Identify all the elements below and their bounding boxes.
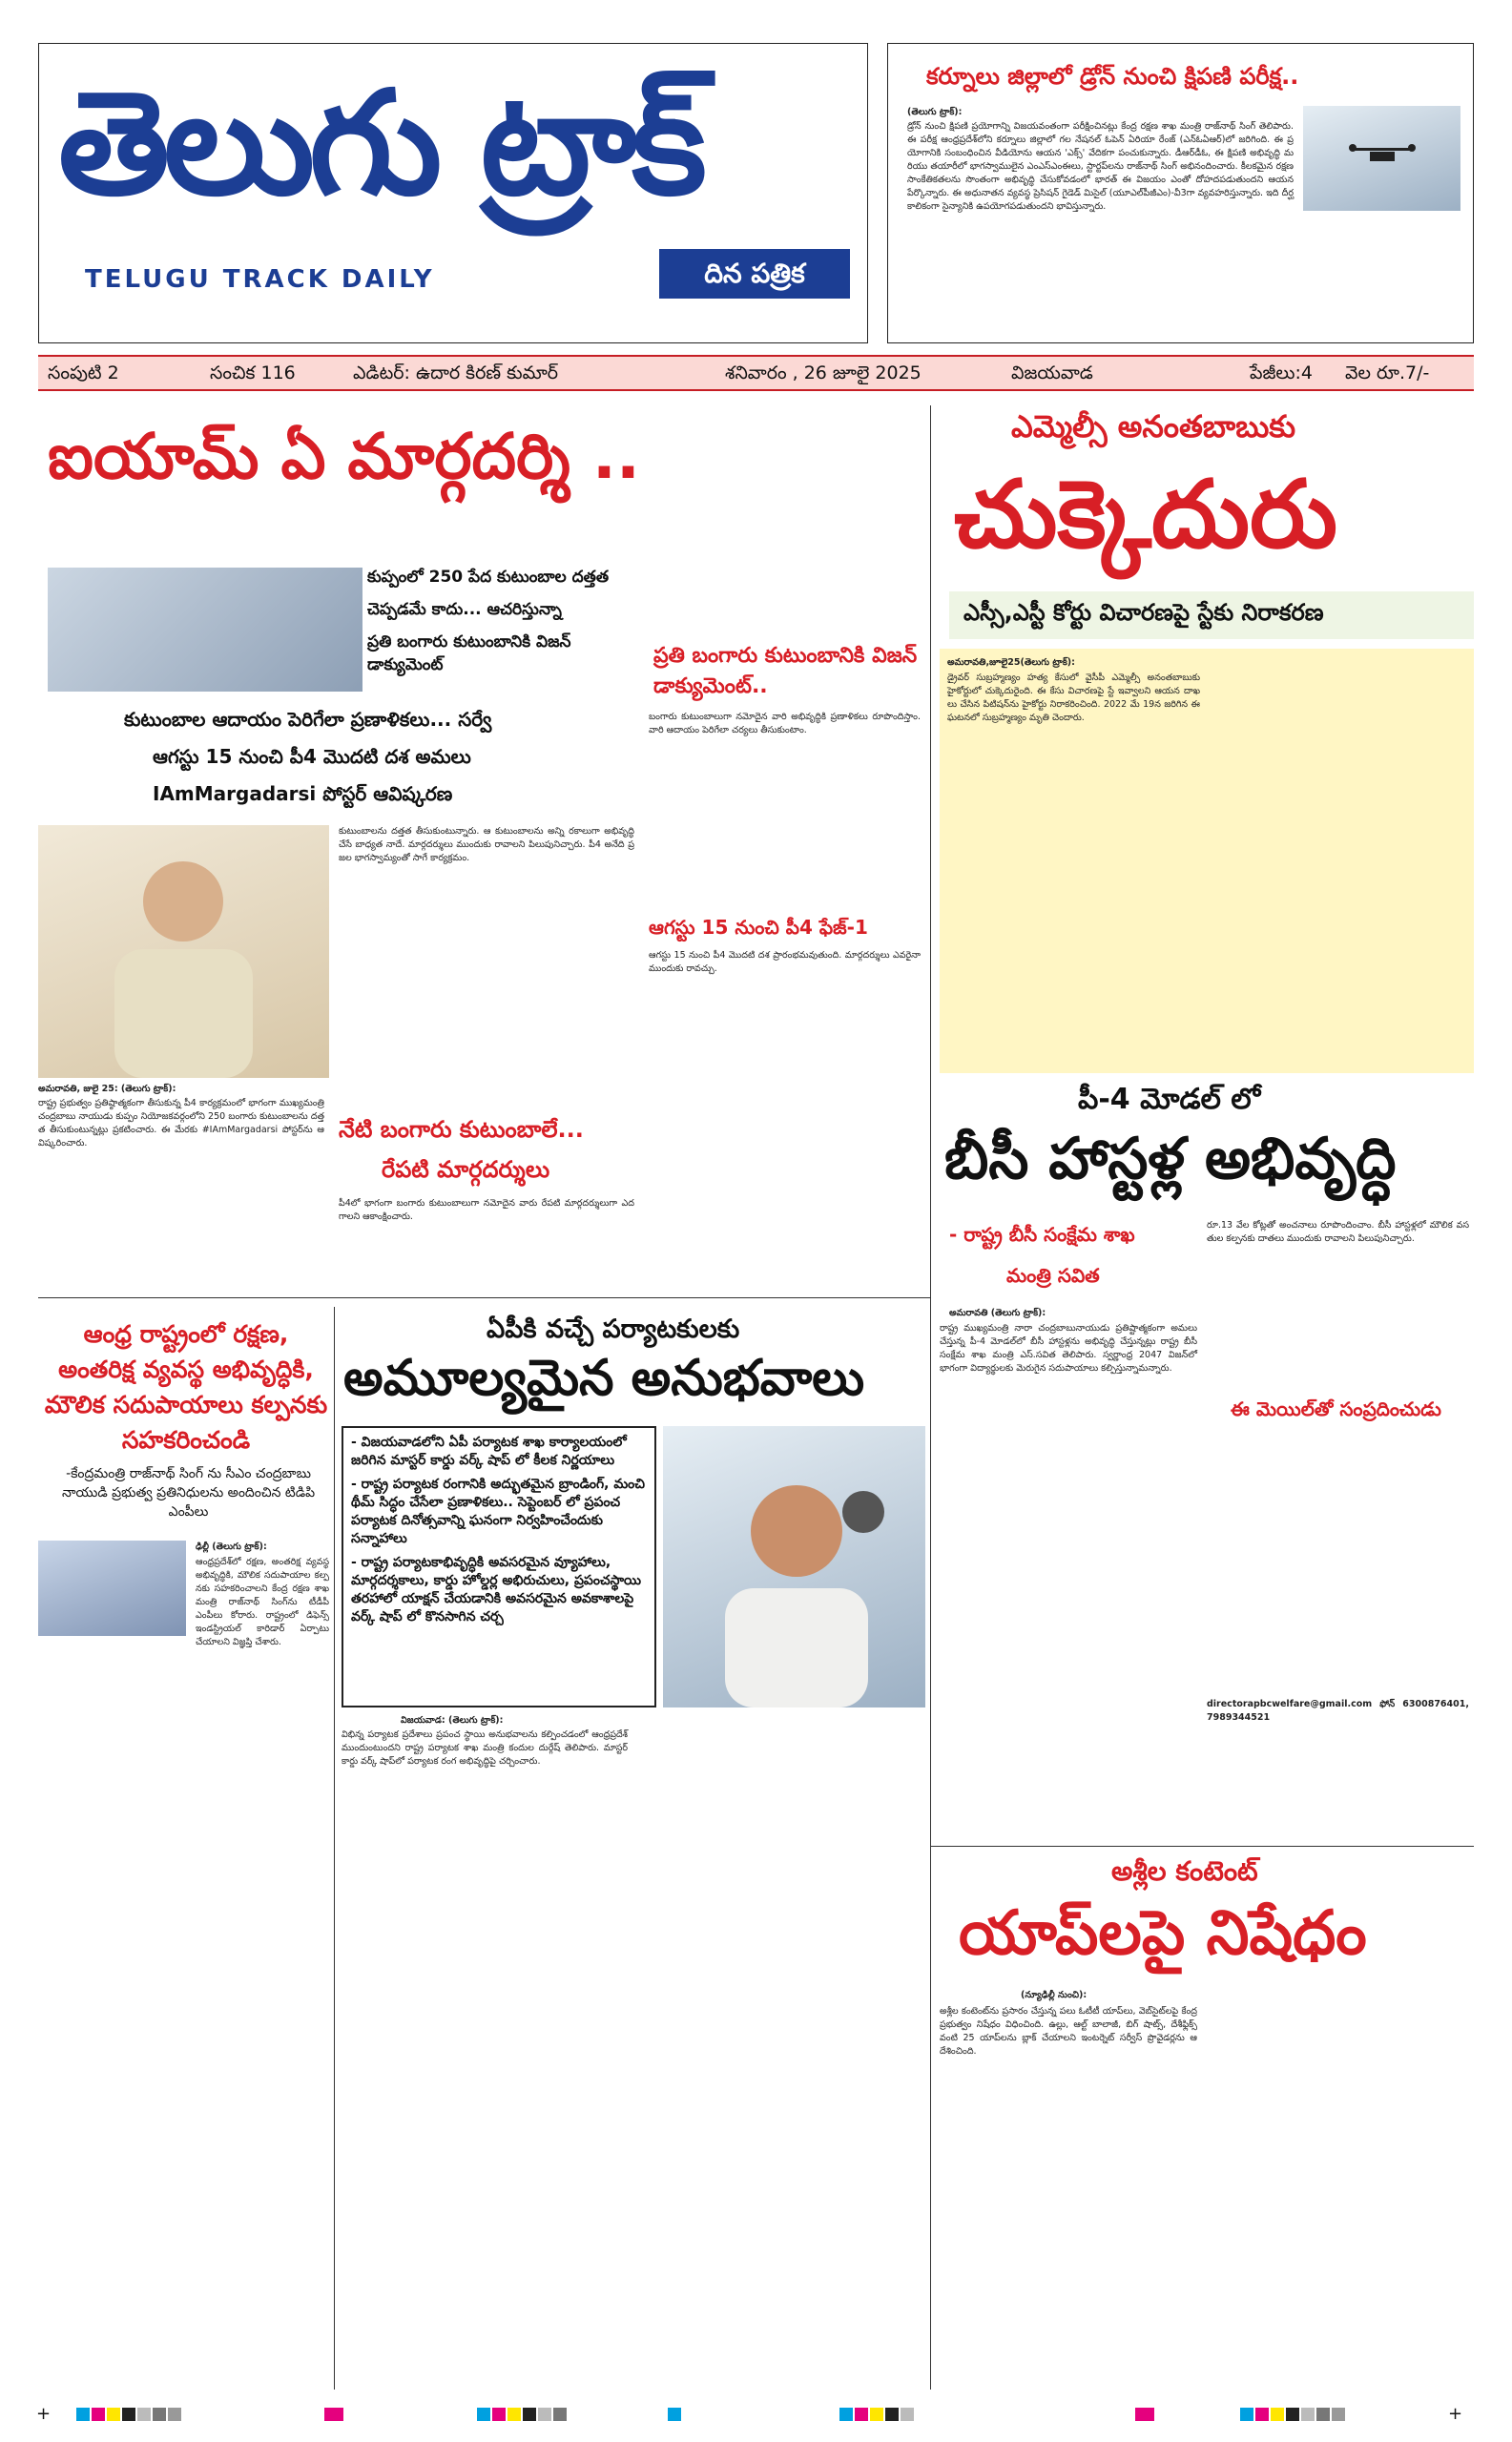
tourism-body-col2	[637, 1714, 923, 2387]
defence-photo	[38, 1541, 186, 1636]
bc-byline-2: మంత్రి సవిత	[1006, 1264, 1100, 1287]
info-volume: సంపుటి 2	[48, 362, 119, 383]
bc-bottom-rule	[931, 1846, 1474, 1847]
right-subhead-box	[949, 591, 1474, 639]
lead-bullet-2: చెప్పడమే కాదు... ఆచరిస్తున్నా	[367, 600, 562, 619]
lead-bullet-3: ప్రతి బంగారు కుటుంబానికి విజన్ డాక్యుమెంట్	[367, 632, 571, 674]
cm-portrait-photo	[38, 825, 329, 1078]
top-story-body: డ్రోన్ నుంచి క్షిపణి ప్రయోగాన్ని విజయవంతంగా పరీక్షించినట్లు కేంద్ర రక్షణ శాఖ మంత్రి రాజ్‌నాథ్ సింగ్ తెలిపారు. ఈ పరీక్ష ఆంధ్రప్రదేశ్‌లోని కర్నూలు జిల్లాలో గల నేషనల్ ఓపెన్ ఏరియా రేంజ్ (ఎన్ఓఏఆర్)లో జరిగింది. ఈ ప్రయోగానికి సంబంధించిన వీడియోను ఆయన 'ఎక్స్' వేదికగా పంచుకున్నారు. డీఆర్‌డీఓ, ఈ క్షిపణి అభివృద్ధి మరియు తయారీలో భాగస్వాములైన ఎంఎస్ఎంఈలు, స్టార్టప్‌లను రాజ్‌నాథ్ సింగ్ అభినందించారు. కీలకమైన రక్షణ సాంకేతికతలను సొంతంగా అభివృద్ధి చేసుకోవడంలో భారత్ ఈ విజయం ఎంతో దోహదపడుతుందని ఆయన పేర్కొన్నారు. ఈ అధునాతన వ్యవస్థ ప్రెసిషన్ గైడెడ్ మిసైల్ (యూఎల్‌పీజీఎం)-వీ3గా వ్యవహరిస్తున్నారు. ఇది దీర్ఘకాలికంగా సైన్యానికి ఉపయోగపడుతుందని భావిస్తున్నారు.	[907, 121, 1294, 212]
obscene-kicker: అశ్లీల కంటెంట్	[1111, 1855, 1258, 1887]
drone-icon	[1303, 106, 1460, 211]
column-divider	[930, 405, 931, 2390]
right-kicker: ఎమ్మెల్సీ అనంతబాబుకు	[1011, 408, 1296, 445]
tourism-body: విభిన్న పర్యాటక ప్రదేశాలు ప్రపంచ స్థాయి అనుభవాలను కల్పించడంలో ఆంధ్రప్రదేశ్ ముందుంటుందని రాష్ట్ర పర్యాటక శాఖ మంత్రి కందుల దుర్గేష్ తెలిపారు. మాస్టర్ కార్డు వర్క్ షాప్‌లో పర్యాటక రంగ అభివృద్ధిపై చర్చించారు.	[342, 1729, 628, 1767]
lead-bullet-5: ఆగస్టు 15 నుంచి పీ4 మొదటి దశ అమలు	[153, 745, 471, 768]
tourism-bullets-box	[342, 1426, 656, 1707]
info-issue: సంచిక 116	[210, 362, 296, 383]
lead-bottom-rule	[38, 1297, 930, 1298]
bc-body-col2-bottom	[1207, 1731, 1469, 1836]
lead-bullets-top	[367, 568, 625, 678]
bc-dateline: అమరావతి (తెలుగు ట్రాక్):	[949, 1308, 1046, 1318]
bc-sub: ఈ మెయిల్‌తో సంప్రదించుడు	[1231, 1397, 1441, 1420]
minister-figure	[663, 1426, 925, 1707]
right-body-col2	[1212, 656, 1464, 1062]
lead-headline: ఐయామ్ ఏ మార్గదర్శి ..	[48, 420, 641, 493]
tourism-bullet-2: - రాష్ట్ర పర్యాటక రంగానికి అద్భుతమైన బ్రాండింగ్, మంచి థీమ్ సిద్ధం చేసేలా ప్రణాళికలు.. సెప్టెంబర్ లో ప్రపంచ పర్యాటక దినోత్సవాన్ని ఘనంగా నిర్వహించేందుకు సన్నాహాలు	[351, 1477, 645, 1546]
lead-sub1: ప్రతి బంగారు కుటుంబానికి విజన్ డాక్యుమెంట్..	[653, 644, 918, 698]
obscene-headline: యాప్‌లపై నిషేధం	[959, 1898, 1367, 1969]
bc-byline-1: - రాష్ట్ర బీసీ సంక్షేమ శాఖ	[949, 1223, 1135, 1246]
reg-dot-2	[668, 2408, 681, 2421]
lead-body-right-top: కుటుంబాలను దత్తత తీసుకుంటున్నారు. ఆ కుటుంబాలను అన్ని రకాలుగా అభివృద్ధి చేసే బాధ్యత నాదే. మార్గదర్శులు ముందుకు రావాలని పిలుపునిచ్చారు. పీ4 అనేది ప్రజల భాగస్వామ్యంతో సాగే కార్యక్రమం.	[339, 826, 634, 863]
top-story-box	[887, 43, 1474, 343]
obscene-dateline: (న్యూఢిల్లీ నుంచి):	[1021, 1990, 1087, 2000]
lead-bullet-4: కుటుంబాల ఆదాయం పెరిగేలా ప్రణాళికలు... సర్వే	[124, 708, 492, 731]
masthead-box	[38, 43, 868, 343]
lead-group-photo	[48, 568, 362, 692]
tourism-bullet-3: - రాష్ట్ర పర్యాటకాభివృద్ధికి అవసరమైన వ్యూహాలు, మార్గదర్శకాలు, కార్డు హోల్డర్ల అభిరుచులు, ప్రపంచస్థాయి తరహాలో యాక్షన్ చేయడానికి అవసరమైన అవకాశాలపై వర్క్ షాప్ లో కొనసాగిన చర్చ	[351, 1555, 642, 1625]
defence-divider	[334, 1307, 335, 2390]
info-bar	[38, 355, 1474, 391]
portrait-figure	[38, 825, 329, 1078]
tourism-headline: అమూల్యమైన అనుభవాలు	[343, 1350, 865, 1407]
lead-body-left: రాష్ట్ర ప్రభుత్వం ప్రతిష్ఠాత్మకంగా తీసుకున్న పీ4 కార్యక్రమంలో భాగంగా ముఖ్యమంత్రి చంద్రబాబు నాయుడు కుప్పం నియోజకవర్గంలోని 250 బంగారు కుటుంబాలను దత్తత తీసుకుంటున్నట్లు ప్రకటించారు. ఈ మేరకు #IAmMargadarsi పోస్టర్‌ను ఆవిష్కరించారు.	[38, 1098, 324, 1149]
bc-body-col2-top: రూ.13 వేల కోట్లతో అంచనాలు రూపొందించాం. బీసీ హాస్టళ్లలో మౌలిక వసతుల కల్పనకు దాతలు ముందుకు రావాలని పిలుపునిచ్చారు.	[1207, 1220, 1469, 1244]
color-swatches-4	[1240, 2408, 1412, 2421]
right-dateline: అమరావతి,జూలై25(తెలుగు ట్రాక్):	[947, 657, 1075, 668]
tourism-dateline: విజయవాడ: (తెలుగు ట్రాక్):	[401, 1715, 504, 1726]
obscene-body-col2	[1207, 1989, 1469, 2387]
top-story-body-cont	[907, 220, 1460, 330]
reg-dot-3	[1135, 2408, 1154, 2421]
masthead-logo: తెలుగు ట్రాక్	[58, 61, 701, 227]
bc-body-col2	[1207, 1426, 1469, 1693]
lead-sub2: ఆగస్టు 15 నుంచి పీ4 ఫేజ్-1	[649, 916, 868, 939]
masthead-english-title: TELUGU TRACK DAILY	[85, 265, 435, 294]
drone-photo	[1303, 106, 1460, 211]
right-body: డ్రైవర్ సుబ్రహ్మణ్యం హత్య కేసులో వైసీపీ ఎమ్మెల్సీ అనంతబాబుకు హైకోర్టులో చుక్కెదురైంది. ఈ కేసు విచారణపై స్టే ఇవ్వాలని ఆయన దాఖలు చేసిన పిటిషన్‌ను హైకోర్టు నిరాకరించింది. 2022 మే 19న జరిగిన ఈ ఘటనలో సుబ్రహ్మణ్యం మృతి చెందారు.	[947, 673, 1200, 723]
info-pages: పేజీలు:4	[1250, 362, 1313, 383]
lead-sub4: రేపటి మార్గదర్శులు	[382, 1156, 550, 1183]
tourism-minister-photo	[663, 1426, 925, 1707]
bc-contact: directorapbcwelfare@gmail.com ఫోన్ 6300876401, 7989344521	[1207, 1699, 1469, 1723]
top-story-headline: కర్నూలు జిల్లాలో డ్రోన్ నుంచి క్షిపణి పరీక్ష..	[926, 63, 1299, 90]
lead-body-3: బంగారు కుటుంబాలుగా నమోదైన వారి అభివృద్ధికి ప్రణాళికలు రూపొందిస్తాం. వారి ఆదాయం పెరిగేలా చర్యలు తీసుకుంటాం.	[649, 712, 921, 735]
defence-dateline: ఢిల్లీ (తెలుగు ట్రాక్):	[196, 1542, 267, 1552]
lead-dateline: అమరావతి, జులై 25: (తెలుగు ట్రాక్):	[38, 1084, 176, 1094]
obscene-body: అశ్లీల కంటెంట్‌ను ప్రసారం చేస్తున్న పలు ఓటీటీ యాప్‌లు, వెబ్‌సైట్‌లపై కేంద్ర ప్రభుత్వం నిషేధం విధించింది. ఉల్లు, ఆల్ట్ బాలాజీ, బిగ్ షాట్స్, దేశీఫ్లిక్స్ వంటి 25 యాప్‌లను బ్లాక్ చేయాలని ఇంటర్నెట్ సర్వీస్ ప్రొవైడర్లను ఆదేశించింది.	[940, 2006, 1197, 2057]
crop-mark-right: +	[1448, 2404, 1463, 2424]
bc-body: రాష్ట్ర ముఖ్యమంత్రి నారా చంద్రబాబునాయుడు ప్రతిష్టాత్మకంగా అమలు చేస్తున్న పీ-4 మోడల్‌లో బీసీ హాస్టళ్లను అభివృద్ధి చేస్తున్నట్లు రాష్ట్ర బీసీ సంక్షేమ శాఖ మంత్రి ఎస్.సవిత తెలిపారు. స్వర్ణాంధ్ర 2047 విజన్‌లో భాగంగా విద్యార్థులకు మెరుగైన సదుపాయాలు కల్పిస్తున్నామన్నారు.	[940, 1323, 1197, 1374]
masthead-tagline: దిన పత్రిక	[659, 249, 850, 299]
color-swatches-2	[477, 2408, 601, 2421]
color-swatches-1	[76, 2408, 267, 2421]
info-date: శనివారం , 26 జూలై 2025	[725, 362, 922, 383]
tourism-bullet-1: - విజయవాడలోని ఏపీ పర్యాటక శాఖ కార్యాలయంలో జరిగిన మాస్టర్ కార్డు వర్క్ షాప్ లో కీలక నిర్ణయాలు	[351, 1435, 627, 1468]
lead-bullet-1: కుప్పంలో 250 పేద కుటుంబాల దత్తత	[367, 568, 610, 587]
info-place: విజయవాడ	[1011, 362, 1093, 383]
crop-mark-left: +	[36, 2404, 52, 2424]
print-color-bar	[0, 2404, 1512, 2432]
defence-body: ఆంధ్రప్రదేశ్‌లో రక్షణ, అంతరిక్ష వ్యవస్థ అభివృద్ధికి, మౌలిక సదుపాయాల కల్పనకు సహకరించాలని కేంద్ర రక్షణ శాఖ మంత్రి రాజ్‌నాథ్ సింగ్‌ను టీడీపీ ఎంపీలు కోరారు. రాష్ట్రంలో డిఫెన్స్ ఇండస్ట్రియల్ కారిడార్ ఏర్పాటు చేయాలని విజ్ఞప్తి చేశారు.	[196, 1557, 329, 1647]
defence-body-cont	[38, 1641, 329, 2385]
defence-headline: ఆంధ్ర రాష్ట్రంలో రక్షణ, అంతరిక్ష వ్యవస్థ అభివృద్ధికి, మౌలిక సదుపాయాలు కల్పనకు సహకరించండి	[44, 1320, 328, 1454]
right-body-box	[940, 649, 1474, 1073]
right-subhead: ఎస్సీ,ఎస్టీ కోర్టు విచారణపై స్టేకు నిరాకరణ	[963, 599, 1324, 626]
top-story-dateline: (తెలుగు ట్రాక్):	[907, 107, 963, 117]
defence-byline: -కేంద్రమంత్రి రాజ్‌నాథ్ సింగ్ ను సీఎం చంద్రబాబు నాయుడి ప్రభుత్వ ప్రతినిధులను అందించిన టిడిపి ఎంపీలు	[61, 1466, 316, 1520]
lead-sub3: నేటి బంగారు కుటుంబాలే...	[339, 1116, 584, 1143]
color-swatches-3	[839, 2408, 963, 2421]
lead-body-5: పీ4లో భాగంగా బంగారు కుటుంబాలుగా నమోదైన వారు రేపటి మార్గదర్శులుగా ఎదగాలని ఆకాంక్షించారు.	[339, 1198, 634, 1222]
info-editor: ఎడిటర్: ఉదార కిరణ్ కుమార్	[353, 362, 559, 383]
lead-body-mid-top	[649, 568, 921, 625]
reg-dot-1	[324, 2408, 343, 2421]
bc-kicker: పీ-4 మోడల్ లో	[1078, 1083, 1261, 1116]
lead-body-4: ఆగస్టు 15 నుంచి పీ4 మొదటి దశ ప్రారంభమవుతుంది. మార్గదర్శులు ఎవరైనా ముందుకు రావచ్చు.	[649, 950, 921, 974]
right-headline: చుక్కెదురు	[954, 461, 1337, 569]
info-price: వెల రూ.7/-	[1345, 362, 1430, 383]
lead-bullet-6: IAmMargadarsi పోస్టర్ ఆవిష్కరణ	[153, 782, 453, 805]
bc-headline: బీసీ హాస్టళ్ల అభివృద్ధి	[944, 1126, 1397, 1192]
lead-bullets-bottom	[124, 708, 639, 810]
tourism-kicker: ఏపీకి వచ్చే పర్యాటకులకు	[487, 1314, 740, 1344]
